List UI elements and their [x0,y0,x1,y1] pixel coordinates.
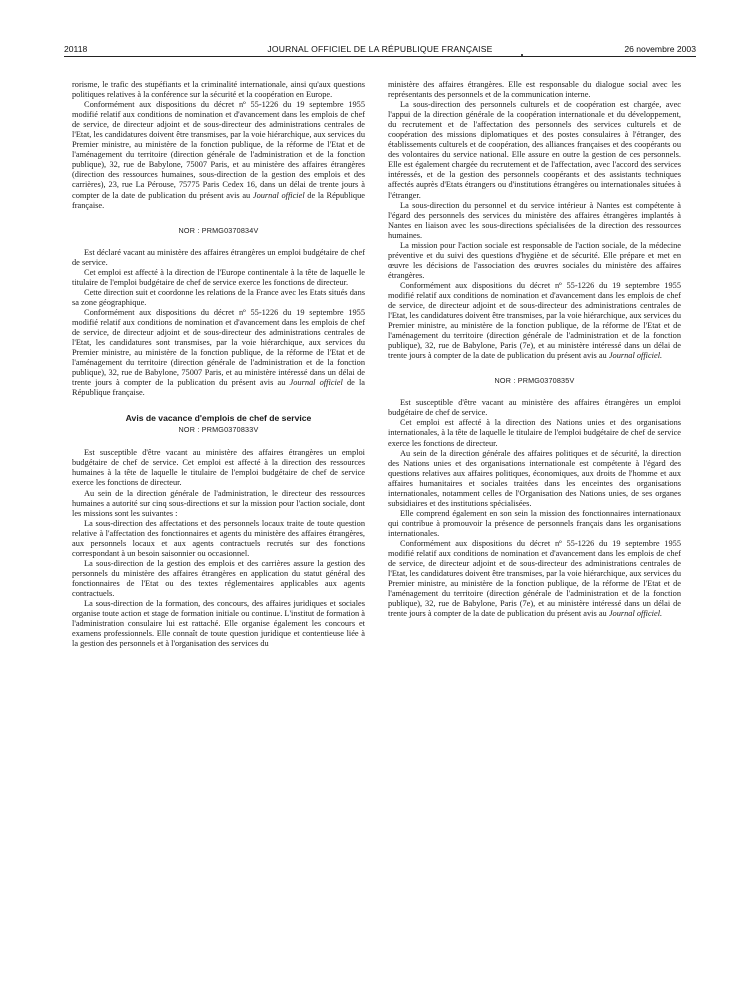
paragraph: La sous-direction des affectations et des personnels locaux traite de toute question relative à l'affectation des fonctionnaires et agents du ministère des affaires étrangères, aux personnels locaux et aux agents contractuels recrutés sur des fonctions correspondant à un besoin saisonnier ou occasionnel. [72,518,365,558]
journal-title: JOURNAL OFFICIEL DE LA RÉPUBLIQUE FRANÇAISE [267,44,493,54]
paragraph: La sous-direction de la formation, des concours, des affaires juridiques et sociales organise toute action et stage de formation initiale ou continue. L'institut de formation à l'administration consulaire lui est rattaché. Elle organise également les concours et examens professionnels. Elle connaît de toute question juridique et contentieuse liée à la gestion des personnels et à l'organisation des services du [72,599,365,649]
print-speck [521,54,523,56]
paragraph: La sous-direction des personnels culturels et de coopération est chargée, avec l'appui de la direction générale de la coopération internationale et du développement, du recrutement et de l'affectation des personnels des services culturels et de coopération des missions diplomatiques et des postes consulaires à l'étranger, des établissements culturels et de coopération, des alliances françaises et des coopérants ou des volontaires du service national. Elle assure en outre la gestion de ces personnels. Elle est également chargée du recrutement et de l'affectation, avec l'accord des services intéressés, et de la gestion des personnels coopérants et des assistants techniques affectés auprès d'Etats étrangers ou d'institutions étrangères ou internationales situées à l'étranger. [388,100,681,200]
paragraph: Conformément aux dispositions du décret nº 55-1226 du 19 septembre 1955 modifié relatif aux conditions de nomination et d'avancement dans les emplois de chef de service, de directeur adjoint et de sous-directeur des administrations centrales de l'Etat, les candidatures doivent être transmises, par la voie hiérarchique, aux services du Premier ministre, au ministère de la fonction publique, de la réforme de l'Etat et de l'aménagement du territoire (direction générale de l'administration et de la fonction publique), 32, rue de Babylone, 75007 Paris, et au ministère des affaires étrangères (direction des ressources humaines, sous-direction de la gestion des emplois et des carrières), 23, rue La Pérouse, 75775 Paris Cedex 16, dans un délai de trente jours à compter de la date de publication du présent avis au Journal officiel de la République française. [72,100,365,210]
paragraph: Cet emploi est affecté à la direction de l'Europe continentale à la tête de laquelle le titulaire de l'emploi budgétaire de chef de service exerce les fonctions de directeur. [72,267,365,287]
paragraph: rorisme, le trafic des stupéfiants et la criminalité internationale, ainsi qu'aux questions politiques relatives à la conférence sur la sécurité et la coopération en Europe. [72,80,365,100]
nor-reference: NOR : PRMG0370834V [178,225,259,235]
paragraph: Est susceptible d'être vacant au ministère des affaires étrangères un emploi budgétaire de chef de service. Cet emploi est affecté à la direction des ressources humaines à la tête de laquelle le titulaire de l'emploi budgétaire de chef de service exerce les fonctions de directeur. [72,448,365,488]
issue-date: 26 novembre 2003 [624,44,696,54]
paragraph: Conformément aux dispositions du décret nº 55-1226 du 19 septembre 1955 modifié relatif aux conditions de nomination et d'avancement dans les emplois de chef de service, de directeur adjoint et de sous-directeur des administrations centrales de l'Etat, les candidatures doivent être transmises, par la voie hiérarchique, aux services du Premier ministre, au ministère de la fonction publique, de la réforme de l'Etat et de l'aménagement du territoire (direction générale de l'administration et de la fonction publique), 32, rue de Babylone, Paris (7e), et au ministère intéressé dans un délai de trente jours à compter de la date de publication du présent avis au Journal officiel. [388,538,681,619]
paragraph: Est susceptible d'être vacant au ministère des affaires étrangères un emploi budgétaire de chef de service. [388,398,681,418]
page-header [64,40,696,60]
paragraph: Cette direction suit et coordonne les relations de la France avec les Etats situés dans sa zone géographique. [72,287,365,307]
nor-reference: NOR : PRMG0370833V [178,425,259,435]
paragraph: Elle comprend également en son sein la mission des fonctionnaires internationaux qui contribue à promouvoir la présence de personnels français dans les organisations internationales. [388,508,681,538]
paragraph: La mission pour l'action sociale est responsable de l'action sociale, de la médecine préventive et du suivi des questions d'hygiène et de sécurité. Elle prépare et met en œuvre les décisions de l'association des œuvres sociales du ministère des affaires étrangères. [388,240,681,280]
paragraph: Conformément aux dispositions du décret nº 55-1226 du 19 septembre 1955 modifié relatif aux conditions de nomination et d'avancement dans les emplois de chef de service, de directeur adjoint et de sous-directeur des administrations centrales de l'Etat, les candidatures sont transmises, par la voie hiérarchique, aux services du Premier ministre, au ministère de la fonction publique, de la réforme de l'Etat et de l'aménagement du territoire (direction générale de l'administration et de la fonction publique), 32, rue de Babylone, 75007 Paris, et au ministère intéressé dans un délai de trente jours à compter de la publication du présent avis au Journal officiel de la République française. [72,307,366,398]
paragraph: Est déclaré vacant au ministère des affaires étrangères un emploi budgétaire de chef de service. [72,247,365,267]
nor-reference: NOR : PRMG0370835V [494,376,575,386]
paragraph: Conformément aux dispositions du décret nº 55-1226 du 19 septembre 1955 modifié relatif aux conditions de nomination et d'avancement dans les emplois de chef de service, de directeur adjoint et de sous-directeur des administrations centrales de l'Etat, les candidatures doivent être transmises, par la voie hiérarchique, aux services du Premier ministre, au ministère de la fonction publique, de la réforme de l'Etat et de l'aménagement du territoire (direction générale de l'administration et de la fonction publique), 32, rue de Babylone, Paris (7e), et au ministère intéressé dans un délai de trente jours à compter de la date de publication du présent avis au Journal officiel. [388,280,681,361]
paragraph: Cet emploi est affecté à la direction des Nations unies et des organisations internationales, à la tête de laquelle le titulaire de l'emploi budgétaire de chef de service exerce les fonctions de directeur. [388,418,681,448]
paragraph: La sous-direction du personnel et du service intérieur à Nantes est compétente à l'égard des personnels des services du ministère des affaires étrangères implantés à Nantes en liaison avec les sous-directions spécialisées de la direction des ressources humaines. [388,200,681,240]
paragraph: ministère des affaires étrangères. Elle est responsable du dialogue social avec les représentants des personnels et de la communication interne. [388,80,681,100]
section-title: Avis de vacance d'emplois de chef de service [125,413,312,424]
page-number: 20118 [64,44,88,54]
left-column [72,80,365,649]
paragraph: Au sein de la direction générale des affaires politiques et de sécurité, la direction des Nations unies et des organisations internationale est compétente à l'égard des questions relatives aux affaires politiques, économiques, aux droits de l'homme et aux affaires humanitaires et sociales traitées dans les enceintes des organisations internationales, notamment celles de l'Organisation des Nations unies, de ses organes subsidiaires et des institutions spécialisées. [388,448,681,508]
paragraph: Au sein de la direction générale de l'administration, le directeur des ressources humaines a autorité sur cinq sous-directions et sur la mission pour l'action sociale, dont les missions sont les suivantes : [72,488,365,518]
header-rule [64,56,696,57]
paragraph: La sous-direction de la gestion des emplois et des carrières assure la gestion des personnels du ministère des affaires étrangères en application du statut général des fonctionnaires de l'Etat ou des textes réglementaires applicables aux agents contractuels. [72,558,365,598]
right-column [388,80,681,619]
